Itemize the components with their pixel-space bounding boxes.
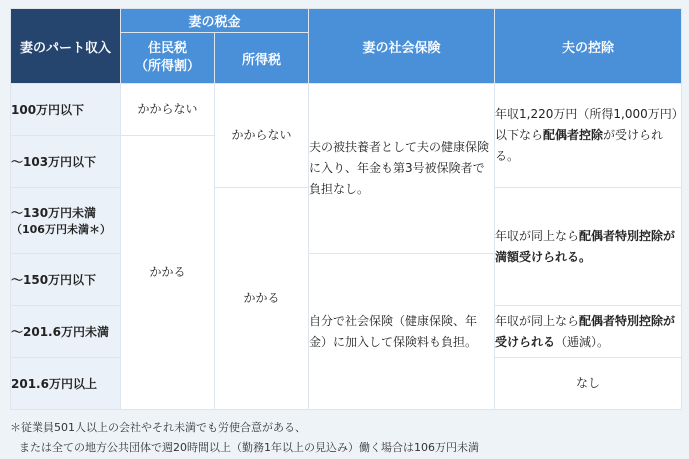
deduction-spouse-pre: 年収1,220万円（所得1,000万円）以下なら	[495, 107, 678, 142]
row-label-100: 100万円以下	[11, 84, 121, 136]
deduction-special-reduced-post: （逓減）。	[555, 334, 610, 349]
resident-tax-not-applied: かからない	[121, 84, 215, 136]
deduction-special-full-bold: 配偶者特別控除が満額受けられる。	[495, 228, 676, 264]
row-label-2016: ～201.6万円未満	[11, 306, 121, 358]
header-resident-tax-line1: 住民税	[147, 41, 187, 56]
deduction-spouse-bold: 配偶者控除	[543, 128, 604, 142]
row-label-150: ～150万円以下	[11, 254, 121, 306]
deduction-spouse	[495, 84, 682, 188]
row-label-130	[11, 188, 121, 254]
footnote-line2: または全ての地方公共団体で週20時間以上（勤務1年以上の見込み）働く場合は106万円未満	[19, 441, 479, 454]
row-label-2016-over: 201.6万円以上	[11, 358, 121, 410]
header-husband-deduction: 夫の控除	[495, 9, 682, 84]
deduction-special-reduced-bold: 配偶者特別控除が受けられる	[495, 313, 676, 349]
social-dependent: 夫の被扶養者として夫の健康保険に入り、年金も第3号被保険者で負担なし。	[309, 84, 495, 254]
deduction-none: なし	[495, 358, 682, 410]
footnote-line1: ＊従業員501人以上の会社やそれ未満でも労使合意がある、	[10, 421, 306, 434]
header-resident-tax	[121, 33, 215, 84]
deduction-special-full-pre: 年収が同上なら	[495, 228, 580, 243]
tax-comparison-table	[10, 8, 682, 410]
income-tax-not-applied: かからない	[215, 84, 309, 188]
row-label-130-line1: ～130万円未満	[11, 206, 97, 220]
header-income: 妻のパート収入	[11, 9, 121, 84]
social-self: 自分で社会保険（健康保険、年金）に加入して保険料も負担。	[309, 254, 495, 410]
header-resident-tax-line2: （所得割）	[134, 59, 200, 74]
footnote	[10, 418, 479, 458]
row-label-103: ～103万円以下	[11, 136, 121, 188]
deduction-special-reduced-pre: 年収が同上なら	[495, 313, 580, 328]
row-label-130-line2: （106万円未満＊）	[11, 223, 111, 236]
deduction-spouse-post: が受けられる。	[495, 128, 664, 163]
resident-tax-applied: かかる	[121, 136, 215, 410]
header-wife-tax: 妻の税金	[121, 9, 309, 33]
header-social-insurance: 妻の社会保険	[309, 9, 495, 84]
header-income-tax: 所得税	[215, 33, 309, 84]
income-tax-applied: かかる	[215, 188, 309, 410]
deduction-special-full	[495, 188, 682, 306]
deduction-special-reduced	[495, 306, 682, 358]
